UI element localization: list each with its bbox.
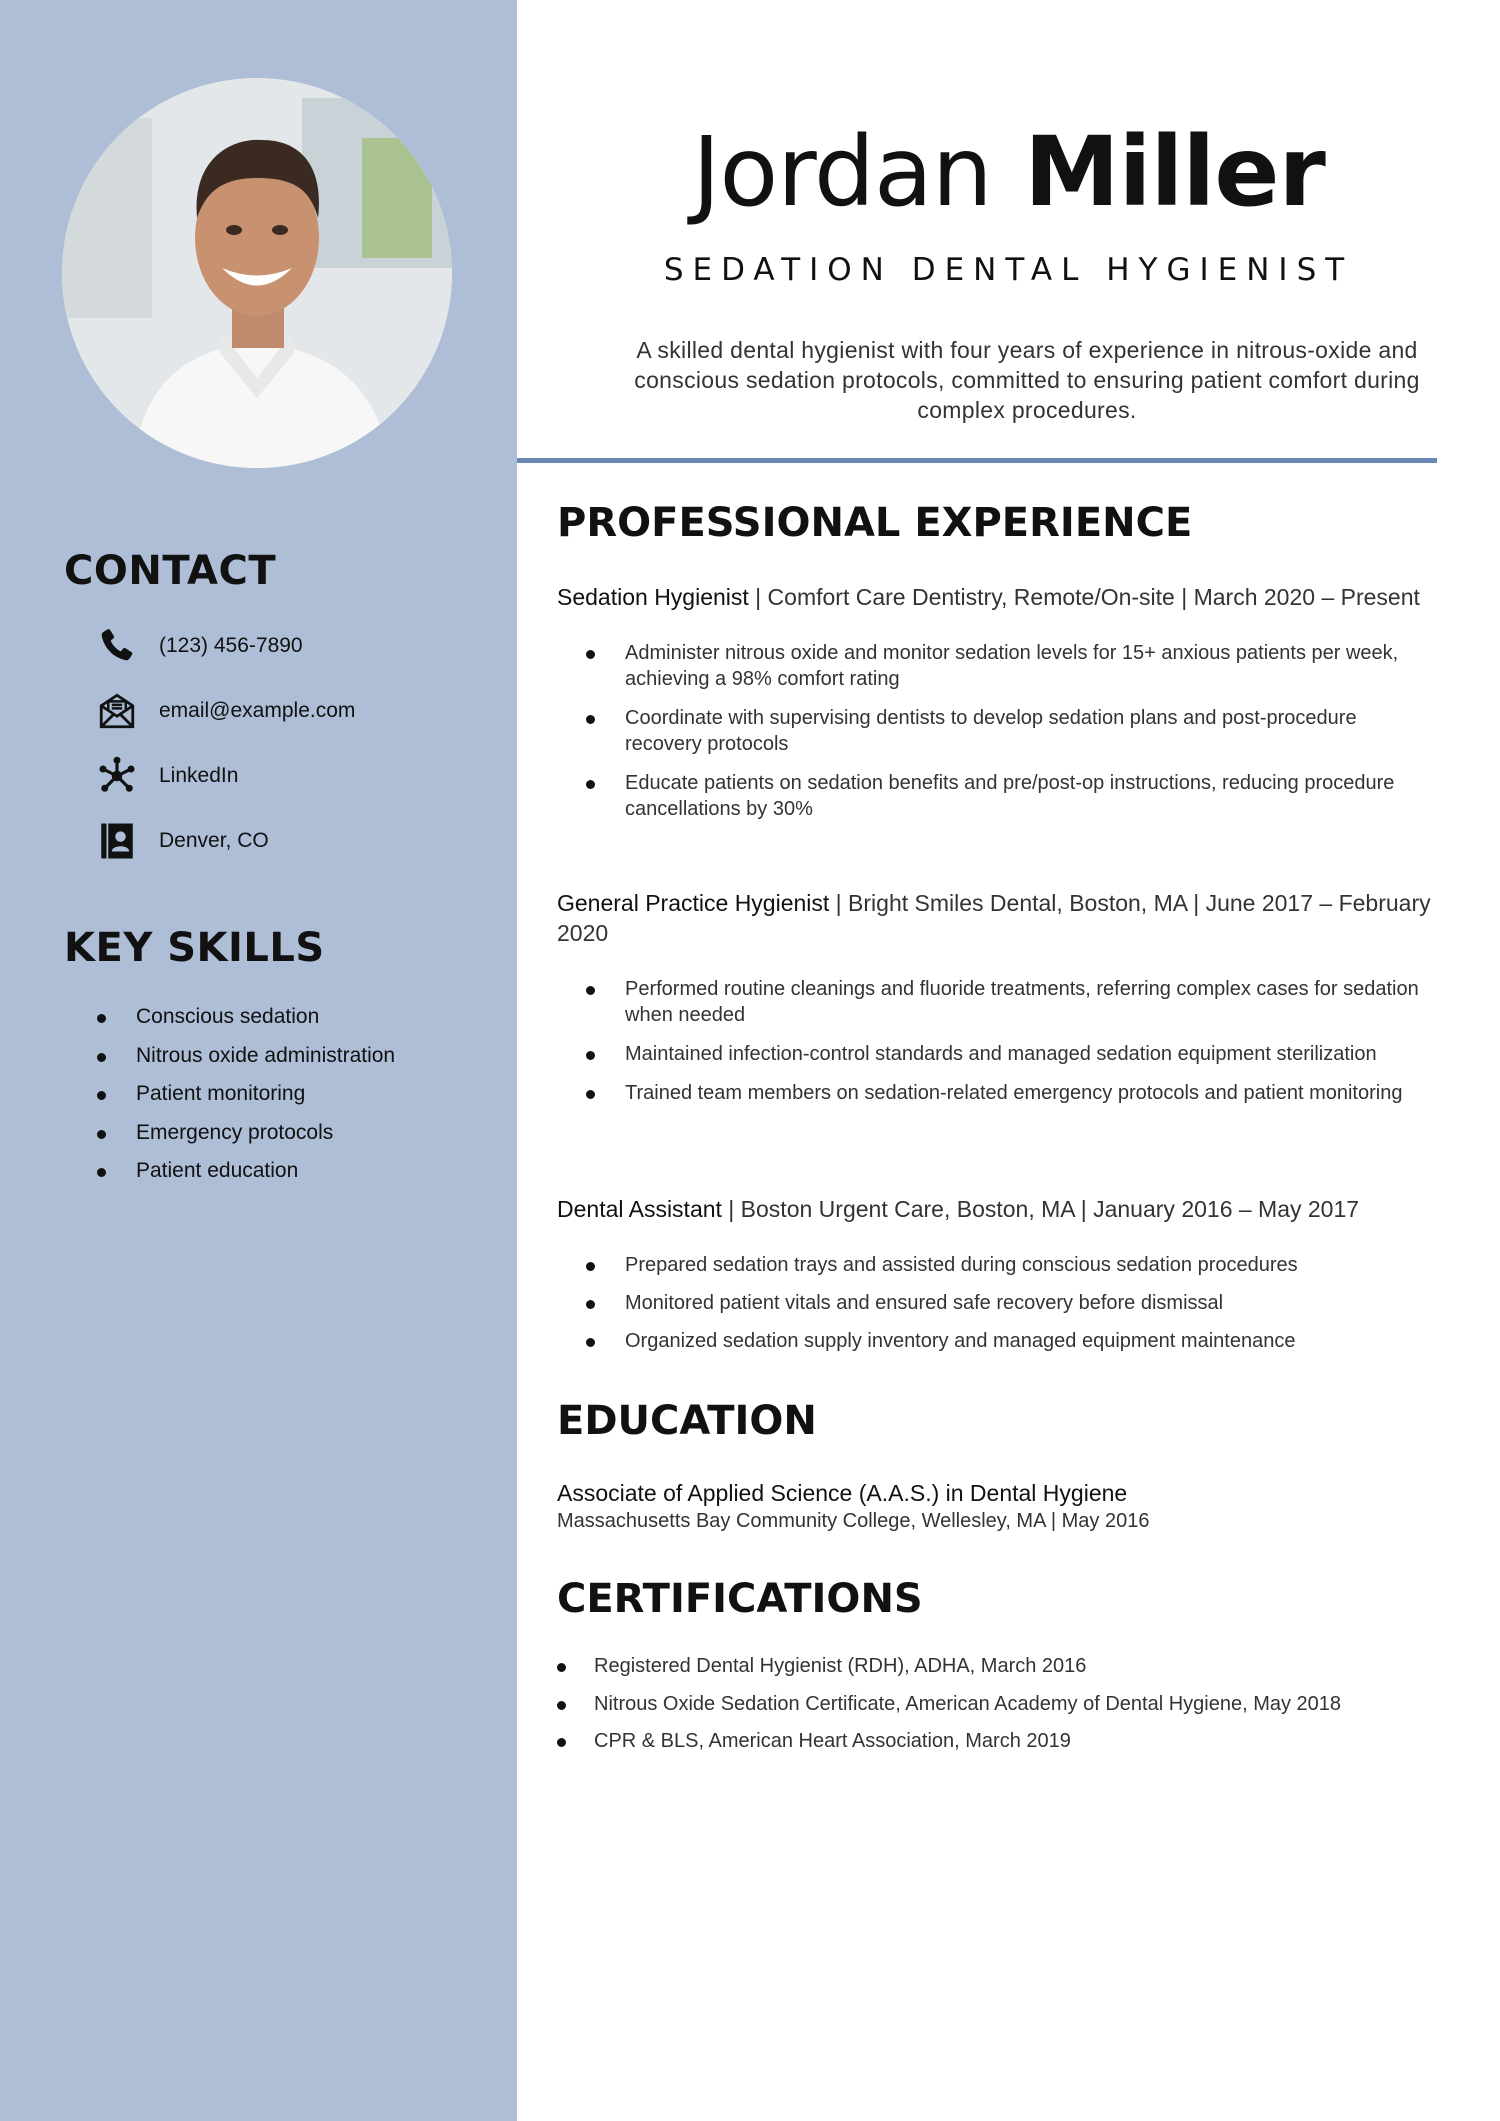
certification-item: Nitrous Oxide Sedation Certificate, American Academy of Dental Hygiene, May 2018 <box>557 1691 1457 1718</box>
contact-email <box>95 689 355 733</box>
job-title: SEDATION DENTAL HYGIENIST <box>663 252 1354 288</box>
contact-list <box>95 624 355 884</box>
job-details: | Comfort Care Dentistry, Remote/On-site | March 2020 – Present <box>748 584 1420 610</box>
certification-item: Registered Dental Hygienist (RDH), ADHA, March 2016 <box>557 1653 1457 1680</box>
sidebar <box>0 0 517 2121</box>
contact-email-text: email@example.com <box>159 699 356 722</box>
certifications-list <box>557 1653 1457 1766</box>
skill-item: Nitrous oxide administration <box>95 1041 395 1080</box>
experience-heading: PROFESSIONAL EXPERIENCE <box>557 500 1193 546</box>
job-role: General Practice Hygienist <box>557 890 830 916</box>
job-header <box>557 1194 1437 1224</box>
job-details: | Boston Urgent Care, Boston, MA | January 2016 – May 2017 <box>721 1196 1360 1222</box>
job-header <box>557 582 1437 612</box>
candidate-name <box>517 112 1500 232</box>
education-school: Massachusetts Bay Community College, Wellesley, MA | May 2016 <box>557 1510 1150 1532</box>
contact-linkedin <box>95 754 355 798</box>
skills-heading: KEY SKILLS <box>64 925 325 971</box>
job-bullet: Monitored patient vitals and ensured safe recovery before dismissal <box>557 1290 1437 1316</box>
skill-item: Conscious sedation <box>95 1002 395 1041</box>
job-header <box>557 888 1437 948</box>
main-content <box>517 0 1500 2121</box>
contact-location <box>95 819 355 863</box>
job-bullet: Coordinate with supervising dentists to develop sedation plans and post-procedure recovery protocols <box>557 705 1437 757</box>
phone-icon <box>95 624 139 668</box>
contact-heading: CONTACT <box>64 548 277 594</box>
job-bullet: Performed routine cleanings and fluoride treatments, referring complex cases for sedation when needed <box>557 976 1437 1028</box>
first-name: Jordan <box>692 116 992 228</box>
profile-photo <box>62 78 452 468</box>
job-bullet: Educate patients on sedation benefits and pre/post-op instructions, reducing procedure cancellations by 30% <box>557 770 1437 822</box>
last-name: Miller <box>1024 116 1325 228</box>
education-heading: EDUCATION <box>557 1398 817 1444</box>
contact-location-text: Denver, CO <box>159 829 269 852</box>
job-details: | Bright Smiles Dental, Boston, MA | June 2017 – February 2020 <box>557 890 1431 946</box>
header-divider <box>517 458 1437 463</box>
job-entry <box>557 888 1437 1119</box>
certification-item: CPR & BLS, American Heart Association, March 2019 <box>557 1728 1457 1755</box>
profile-photo-image <box>62 78 452 468</box>
job-bullets <box>557 976 1437 1106</box>
skill-item: Emergency protocols <box>95 1118 395 1157</box>
envelope-icon <box>95 689 139 733</box>
job-bullet: Organized sedation supply inventory and managed equipment maintenance <box>557 1328 1437 1354</box>
job-role: Dental Assistant <box>557 1196 722 1222</box>
job-bullet: Prepared sedation trays and assisted during conscious sedation procedures <box>557 1252 1437 1278</box>
job-bullet: Administer nitrous oxide and monitor sedation levels for 15+ anxious patients per week, achieving a 98% comfort rating <box>557 640 1437 692</box>
job-bullets <box>557 640 1437 822</box>
education-degree: Associate of Applied Science (A.A.S.) in Dental Hygiene <box>557 1480 1128 1506</box>
contact-phone <box>95 624 355 668</box>
job-entry <box>557 1194 1437 1367</box>
education-entry <box>557 1478 1437 1535</box>
address-book-icon <box>95 819 139 863</box>
contact-linkedin-text: LinkedIn <box>159 764 239 787</box>
contact-phone-text: (123) 456-7890 <box>159 634 303 657</box>
job-entry <box>557 582 1437 835</box>
job-bullet: Trained team members on sedation-related emergency protocols and patient monitoring <box>557 1080 1437 1106</box>
network-icon <box>95 754 139 798</box>
job-bullets <box>557 1252 1437 1354</box>
job-bullet: Maintained infection-control standards and managed sedation equipment sterilization <box>557 1041 1437 1067</box>
skill-item: Patient monitoring <box>95 1079 395 1118</box>
certifications-heading: CERTIFICATIONS <box>557 1576 923 1622</box>
skills-list <box>95 1002 395 1195</box>
summary: A skilled dental hygienist with four years of experience in nitrous-oxide and conscious sedation protocols, committed to ensuring patient comfort during complex procedures. <box>634 337 1420 423</box>
skill-item: Patient education <box>95 1156 395 1195</box>
job-role: Sedation Hygienist <box>557 584 749 610</box>
